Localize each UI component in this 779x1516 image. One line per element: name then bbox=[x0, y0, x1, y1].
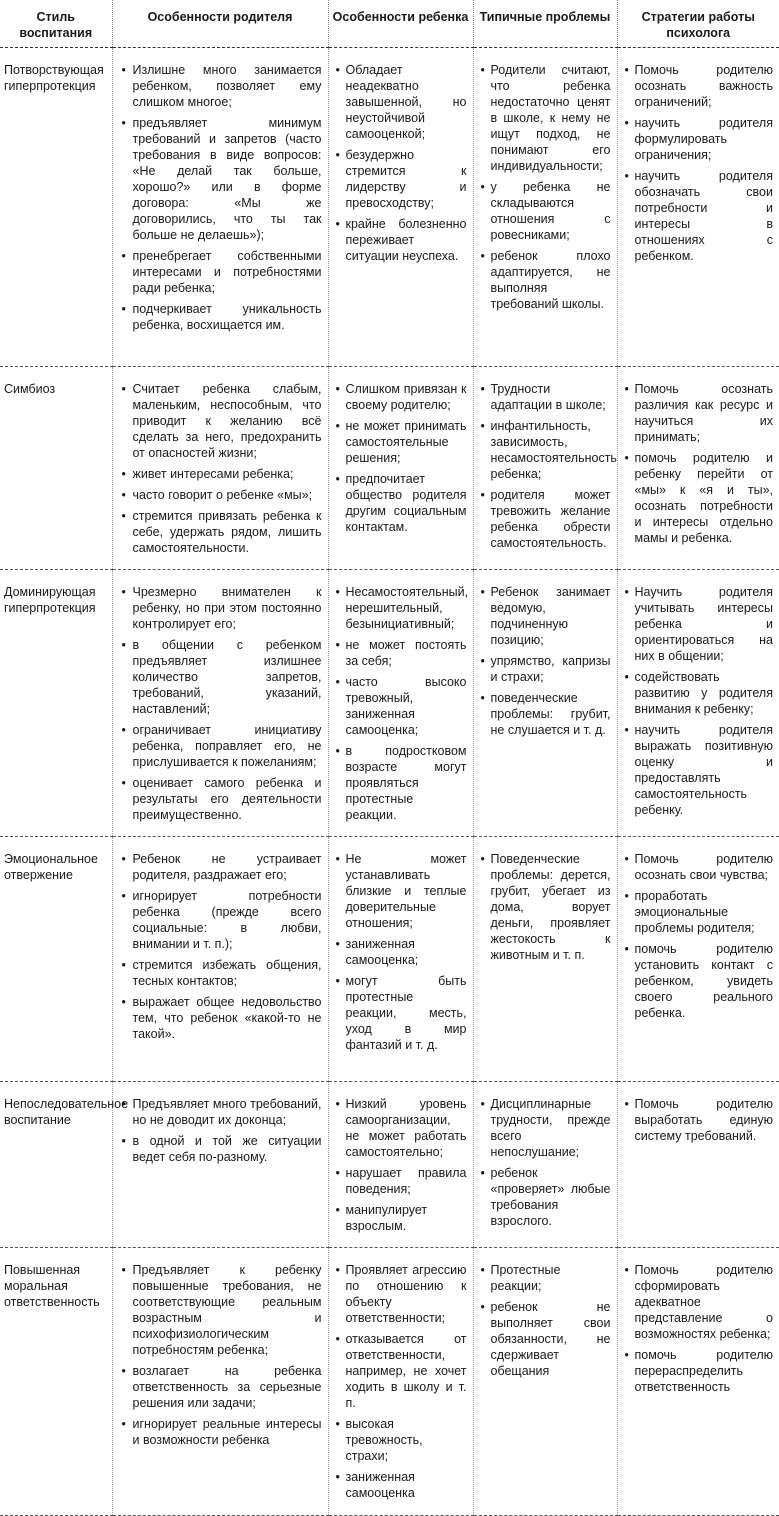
list-item: • манипулирует взрослым. bbox=[335, 1202, 467, 1234]
list-item: • содействовать развитию у родителя внимания к ребенку; bbox=[624, 669, 774, 717]
child-features bbox=[328, 837, 473, 1082]
list-item: • ограничивает инициативу ребенка, поправляет его, не прислушивается к пожеланиям; bbox=[119, 722, 322, 770]
child-features bbox=[328, 1082, 473, 1248]
child-features bbox=[328, 1248, 473, 1516]
list-item: • помочь родителю перераспределить ответственность bbox=[624, 1347, 774, 1395]
list-item: • живет интересами ребенка; bbox=[119, 466, 322, 482]
list-item: • научить родителя обозначать свои потребности и интересы в отношениях с ребенком. bbox=[624, 168, 774, 264]
typical-problems bbox=[473, 837, 617, 1082]
list-item: • не может принимать самостоятельные решения; bbox=[335, 418, 467, 466]
list-item: • подчеркивает уникальность ребенка, восхищается им. bbox=[119, 301, 322, 333]
list-item: • поведенческие проблемы: грубит, не слушается и т. д. bbox=[480, 690, 611, 738]
list-item: • Дисциплинарные трудности, прежде всего непослушание; bbox=[480, 1096, 611, 1160]
list-item: • в одной и той же ситуации ведет себя по-разному. bbox=[119, 1133, 322, 1165]
psychologist-strategies bbox=[617, 837, 779, 1082]
list-item: • ребенок не выполняет свои обязанности, не сдерживает обещания bbox=[480, 1299, 611, 1379]
list-item: • Чрезмерно внимателен к ребенку, но при этом постоянно контролирует его; bbox=[119, 584, 322, 632]
list-item: • заниженная самооценка bbox=[335, 1469, 467, 1501]
child-features bbox=[328, 48, 473, 367]
list-item: • Обладает неадекватно завышенной, но неустойчивой самооценкой; bbox=[335, 62, 467, 142]
list-item: • стремится привязать ребенка к себе, удержать рядом, лишить самостоятельности. bbox=[119, 508, 322, 556]
parent-features bbox=[112, 1248, 328, 1516]
header-row bbox=[0, 0, 779, 48]
list-item: • Не может устанавливать близкие и теплые доверительные отношения; bbox=[335, 851, 467, 931]
header-child: Особенности ребенка bbox=[328, 0, 473, 48]
child-features bbox=[328, 570, 473, 837]
list-item: • крайне болезненно переживает ситуации неуспеха. bbox=[335, 216, 467, 264]
header-strategies: Стратегии работы психолога bbox=[617, 0, 779, 48]
list-item: • не может постоять за себя; bbox=[335, 637, 467, 669]
list-item: • Предъявляет к ребенку повышенные требования, не соответствующие реальным возрастным и психофизиологическим потребностям ребенка; bbox=[119, 1262, 322, 1358]
list-item: • в подростковом возрасте могут проявляться протестные реакции. bbox=[335, 743, 467, 823]
list-item: • упрямство, капризы и страхи; bbox=[480, 653, 611, 685]
table-row bbox=[0, 1082, 779, 1248]
header-style: Стиль воспитания bbox=[0, 0, 112, 48]
list-item: • Проявляет агрессию по отношению к объекту ответственности; bbox=[335, 1262, 467, 1326]
typical-problems bbox=[473, 1082, 617, 1248]
parent-features bbox=[112, 367, 328, 570]
list-item: • возлагает на ребенка ответственность за серьезные решения или задачи; bbox=[119, 1363, 322, 1411]
style-name: Повышенная моральная ответственность bbox=[0, 1248, 112, 1516]
list-item: • Помочь родителю выработать единую систему требований. bbox=[624, 1096, 774, 1144]
list-item: • Низкий уровень самоорганизации, не может работать самостоятельно; bbox=[335, 1096, 467, 1160]
list-item: • ребенок «проверяет» любые требования взрослого. bbox=[480, 1165, 611, 1229]
list-item: • Слишком привязан к своему родителю; bbox=[335, 381, 467, 413]
list-item: • заниженная самооценка; bbox=[335, 936, 467, 968]
list-item: • выражает общее недовольство тем, что ребенок «какой-то не такой». bbox=[119, 994, 322, 1042]
child-features bbox=[328, 367, 473, 570]
list-item: • безудержно стремится к лидерству и превосходству; bbox=[335, 147, 467, 211]
list-item: • Помочь родителю осознать свои чувства; bbox=[624, 851, 774, 883]
table-row bbox=[0, 48, 779, 367]
list-item: • предпочитает общество родителя другим социальным контактам. bbox=[335, 471, 467, 535]
list-item: • игнорирует потребности ребенка (прежде всего социальные: в любви, внимании и т. п.); bbox=[119, 888, 322, 952]
list-item: • Излишне много занимается ребенком, позволяет ему слишком многое; bbox=[119, 62, 322, 110]
psychologist-strategies bbox=[617, 1248, 779, 1516]
list-item: • пренебрегает собственными интересами и потребностями ради ребенка; bbox=[119, 248, 322, 296]
psychologist-strategies bbox=[617, 570, 779, 837]
style-name: Непоследовательное воспитание bbox=[0, 1082, 112, 1248]
style-name: Эмоциональное отвержение bbox=[0, 837, 112, 1082]
parent-features bbox=[112, 48, 328, 367]
list-item: • оценивает самого ребенка и результаты его деятельности преимущественно. bbox=[119, 775, 322, 823]
list-item: • игнорирует реальные интересы и возможности ребенка bbox=[119, 1416, 322, 1448]
list-item: • Предъявляет много требований, но не доводит их доконца; bbox=[119, 1096, 322, 1128]
table-row bbox=[0, 837, 779, 1082]
typical-problems bbox=[473, 367, 617, 570]
list-item: • часто высоко тревожный, заниженная самооценка; bbox=[335, 674, 467, 738]
typical-problems bbox=[473, 570, 617, 837]
list-item: • нарушает правила поведения; bbox=[335, 1165, 467, 1197]
header-problems: Типичные проблемы bbox=[473, 0, 617, 48]
list-item: • Ребенок занимает ведомую, подчиненную позицию; bbox=[480, 584, 611, 648]
typical-problems bbox=[473, 1248, 617, 1516]
list-item: • научить родителя выражать позитивную оценку и предоставлять самостоятельность ребенку. bbox=[624, 722, 774, 818]
list-item: • предъявляет минимум требований и запретов (часто требования в виде вопросов: «Не делай так больше, хорошо?» или в форме договора: «Мы же договорились, что ты так больше не делаешь»); bbox=[119, 115, 322, 243]
list-item: • научить родителя формулировать ограничения; bbox=[624, 115, 774, 163]
list-item: • инфантильность, зависимость, несамостоятельность ребенка; bbox=[480, 418, 611, 482]
list-item: • высокая тревожность, страхи; bbox=[335, 1416, 467, 1464]
list-item: • родителя может тревожить желание ребенка обрести самостоятельность. bbox=[480, 487, 611, 551]
list-item: • стремится избежать общения, тесных контактов; bbox=[119, 957, 322, 989]
list-item: • помочь родителю и ребенку перейти от «мы» к «я и ты», осознать потребности и интересы отдельно мамы и ребенка. bbox=[624, 450, 774, 546]
style-name: Потворствующая гиперпротекция bbox=[0, 48, 112, 367]
list-item: • Научить родителя учитывать интересы ребенка и ориентироваться на них в общении; bbox=[624, 584, 774, 664]
list-item: • у ребенка не складываются отношения с ровесниками; bbox=[480, 179, 611, 243]
list-item: • Считает ребенка слабым, маленьким, неспособным, что приводит к желанию всё сделать за него, предохранить от опасностей жизни; bbox=[119, 381, 322, 461]
list-item: • помочь родителю установить контакт с ребенком, увидеть своего реального ребенка. bbox=[624, 941, 774, 1021]
list-item: • Помочь родителю осознать важность ограничений; bbox=[624, 62, 774, 110]
psychologist-strategies bbox=[617, 1082, 779, 1248]
table-row bbox=[0, 1248, 779, 1516]
style-name: Симбиоз bbox=[0, 367, 112, 570]
style-name: Доминирующая гиперпротекция bbox=[0, 570, 112, 837]
list-item: • Помочь родителю сформировать адекватное представление о возможностях ребенка; bbox=[624, 1262, 774, 1342]
parent-features bbox=[112, 837, 328, 1082]
list-item: • проработать эмоциональные проблемы родителя; bbox=[624, 888, 774, 936]
list-item: • могут быть протестные реакции, месть, уход в мир фантазий и т. д. bbox=[335, 973, 467, 1053]
list-item: • Ребенок не устраивает родителя, раздражает его; bbox=[119, 851, 322, 883]
list-item: • Поведенческие проблемы: дерется, грубит, убегает из дома, ворует деньги, проявляет жестокость к животным и т. п. bbox=[480, 851, 611, 963]
parent-features bbox=[112, 570, 328, 837]
list-item: • Трудности адаптации в школе; bbox=[480, 381, 611, 413]
list-item: • Несамостоятельный, нерешительный, безынициативный; bbox=[335, 584, 467, 632]
list-item: • ребенок плохо адаптируется, не выполняя требований школы. bbox=[480, 248, 611, 312]
list-item: • часто говорит о ребенке «мы»; bbox=[119, 487, 322, 503]
list-item: • отказывается от ответственности, например, не хочет ходить в школу и т. п. bbox=[335, 1331, 467, 1411]
list-item: • Протестные реакции; bbox=[480, 1262, 611, 1294]
header-parent: Особенности родителя bbox=[112, 0, 328, 48]
list-item: • в общении с ребенком предъявляет излишнее количество запретов, требований, указаний, наставлений; bbox=[119, 637, 322, 717]
parent-features bbox=[112, 1082, 328, 1248]
psychologist-strategies bbox=[617, 48, 779, 367]
psychologist-strategies bbox=[617, 367, 779, 570]
table-row bbox=[0, 570, 779, 837]
typical-problems bbox=[473, 48, 617, 367]
table-row bbox=[0, 367, 779, 570]
list-item: • Родители считают, что ребенка недостаточно ценят в школе, к нему не ищут подход, не понимают его индивидуальности; bbox=[480, 62, 611, 174]
list-item: • Помочь осознать различия как ресурс и научиться их принимать; bbox=[624, 381, 774, 445]
